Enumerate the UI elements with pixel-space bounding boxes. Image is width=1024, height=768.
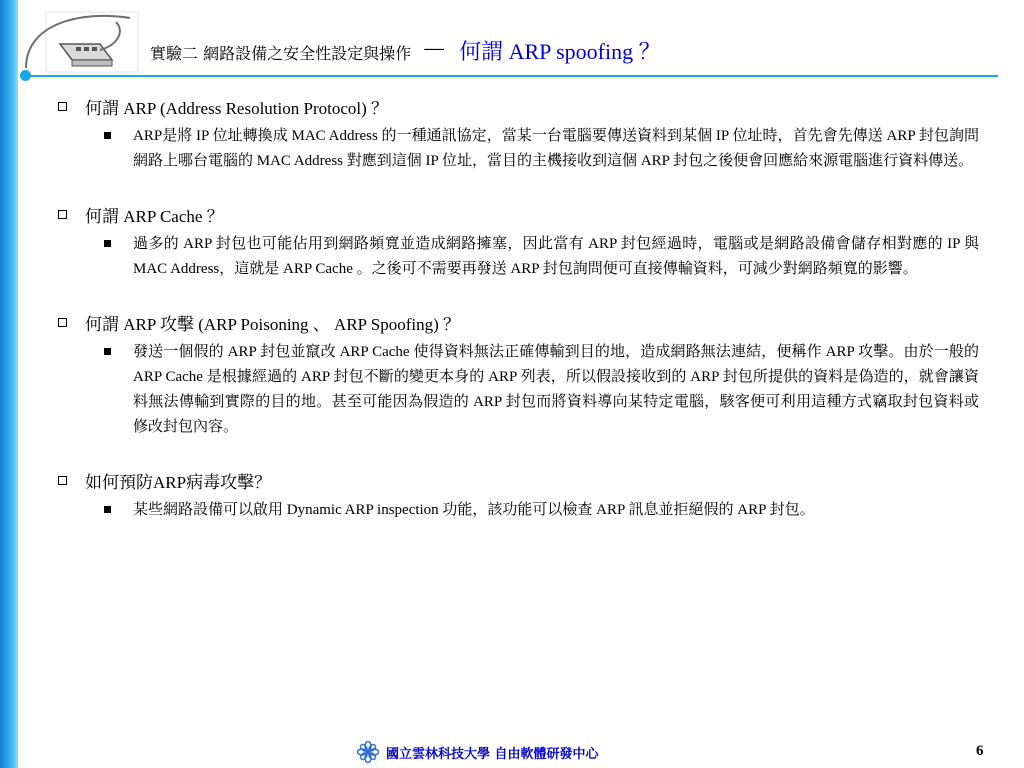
filled-square-bullet-icon bbox=[104, 132, 111, 139]
section-arp-attack bbox=[58, 308, 990, 440]
course-title: 實驗二 網路設備之安全性設定與操作 bbox=[150, 44, 412, 63]
university-flower-logo-icon bbox=[356, 740, 380, 764]
slide-title bbox=[150, 30, 661, 66]
header-rule bbox=[26, 75, 998, 77]
hollow-square-bullet-icon bbox=[58, 476, 67, 485]
section-body: 某些網路設備可以啟用 Dynamic ARP inspection 功能，該功能可以檢查 ARP 訊息並拒絕假的 ARP 封包。 bbox=[133, 502, 815, 518]
hollow-square-bullet-icon bbox=[58, 210, 67, 219]
title-separator: － bbox=[421, 36, 448, 66]
page-title: 何謂 ARP spoofing ？ bbox=[459, 39, 661, 64]
section-body: ARP是將 IP 位址轉換成 MAC Address 的一種通訊協定，當某一台電腦要傳送資料到某個 IP 位址時，首先會先傳送 ARP 封包詢問網路上哪台電腦的 MAC Address 對應到這個 IP 位址，當目的主機接收到這個 ARP 封包之後便會回應給來源電腦進行資料傳送。 bbox=[133, 128, 979, 169]
section-heading: 何謂 ARP Cache ？ bbox=[85, 206, 224, 226]
section-heading: 如何預防ARP病毒攻擊？ bbox=[85, 472, 272, 492]
footer-school-name: 國立雲林科技大學 自由軟體研發中心 bbox=[386, 746, 599, 762]
footer bbox=[356, 740, 599, 764]
hollow-square-bullet-icon bbox=[58, 102, 67, 111]
slide-content bbox=[58, 92, 990, 549]
section-heading: 何謂 ARP (Address Resolution Protocol) ？ bbox=[85, 98, 389, 118]
hollow-square-bullet-icon bbox=[58, 318, 67, 327]
section-arp-cache bbox=[58, 200, 990, 282]
filled-square-bullet-icon bbox=[104, 506, 111, 513]
page-number: 6 bbox=[976, 743, 984, 759]
left-accent-bar bbox=[0, 0, 18, 768]
filled-square-bullet-icon bbox=[104, 348, 111, 355]
section-arp-prevention bbox=[58, 466, 990, 523]
section-body: 過多的 ARP 封包也可能佔用到網路頻寬並造成網路擁塞，因此當有 ARP 封包經過時，電腦或是網路設備會儲存相對應的 IP 與 MAC Address，這就是 ARP Cache 。之後可不需要再發送 ARP 封包詢問便可直接傳輸資料，可減少對網路頻寬的影響。 bbox=[133, 236, 979, 277]
section-heading: 何謂 ARP 攻擊 (ARP Poisoning 、 ARP Spoofing) ？ bbox=[85, 314, 460, 334]
section-arp-definition bbox=[58, 92, 990, 174]
filled-square-bullet-icon bbox=[104, 240, 111, 247]
network-device-logo-icon bbox=[20, 4, 140, 82]
section-body: 發送一個假的 ARP 封包並竄改 ARP Cache 使得資料無法正確傳輸到目的地，造成網路無法連結，便稱作 ARP 攻擊。由於一般的 ARP Cache 是根據經過的 ARP 封包不斷的變更本身的 ARP 列表，所以假設接收到的 ARP 封包所提供的資料是偽造的，就會讓資料無法傳輸到實際的目的地。甚至可能因為假造的 ARP 封包而將資料導向某特定電腦，駭客便可利用這種方式竊取封包資料或修改封包內容。 bbox=[133, 344, 979, 435]
